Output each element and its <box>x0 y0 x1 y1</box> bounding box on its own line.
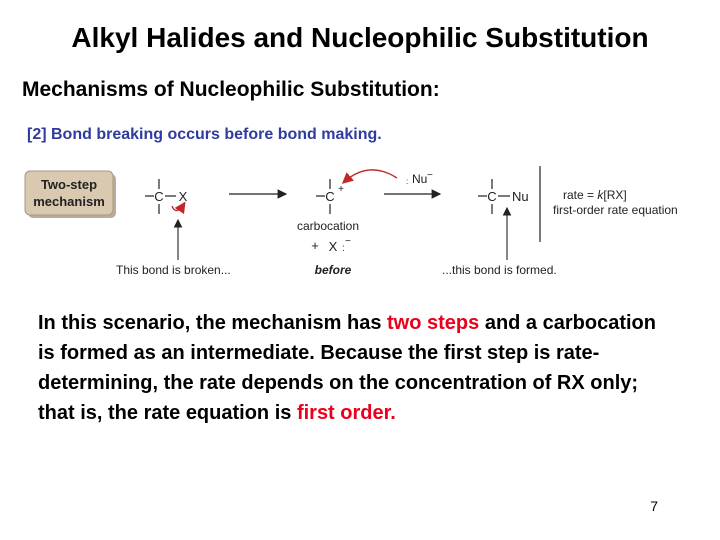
slide-subtitle: Mechanisms of Nucleophilic Substitution: <box>22 78 440 101</box>
svg-text::: : <box>342 243 345 254</box>
product-structure <box>478 179 529 214</box>
explanation-paragraph <box>38 308 678 428</box>
carbocation-label: carbocation <box>296 219 360 233</box>
explanation-part-1: In this scenario, the mechanism has <box>38 312 388 334</box>
carbocation-charge: + <box>338 184 344 195</box>
reactant-structure <box>145 179 188 214</box>
label-line-2: mechanism <box>33 194 105 209</box>
slide-title: Alkyl Halides and Nucleophilic Substitution <box>71 22 649 53</box>
mechanism-note: [2] Bond breaking occurs before bond making. <box>27 126 382 143</box>
nucleophile-label: Nu <box>412 172 428 186</box>
byproduct-plus: + <box>311 238 319 253</box>
byproduct-halide: X <box>328 239 338 254</box>
product-nucleophile: Nu <box>512 189 529 204</box>
caption-bond-broken: This bond is broken... <box>116 263 231 277</box>
highlight-two-steps: two steps <box>387 312 480 334</box>
bond-cleavage-arrow <box>172 204 184 211</box>
nucleophile-attack-arrow <box>344 170 397 182</box>
rate-equation: rate = k[RX] <box>563 188 627 202</box>
rate-order-label: first-order rate equation <box>553 203 678 217</box>
caption-bond-formed: ...this bond is formed. <box>442 263 557 277</box>
byproduct-charge: − <box>345 236 351 247</box>
mechanism-label-box <box>25 171 116 218</box>
carbocation-structure <box>297 170 433 254</box>
reactant-leaving-group: X <box>178 189 188 204</box>
nucleophile-charge: − <box>427 170 433 181</box>
svg-text::: : <box>406 177 409 186</box>
product-carbon: C <box>487 189 497 204</box>
intermediate-carbon: C <box>325 189 335 204</box>
mechanism-diagram <box>24 158 714 282</box>
page-number: 7 <box>650 498 658 514</box>
reactant-carbon: C <box>154 189 164 204</box>
caption-before: before <box>314 263 352 277</box>
highlight-first-order: first order. <box>296 402 396 424</box>
explanation-part-2: and a carbocation is formed as an intermediate. Because the first step is rate-determining, the rate depends on the concentration of RX only; that is, the rate equation is <box>38 312 656 424</box>
label-line-1: Two-step <box>40 177 98 192</box>
